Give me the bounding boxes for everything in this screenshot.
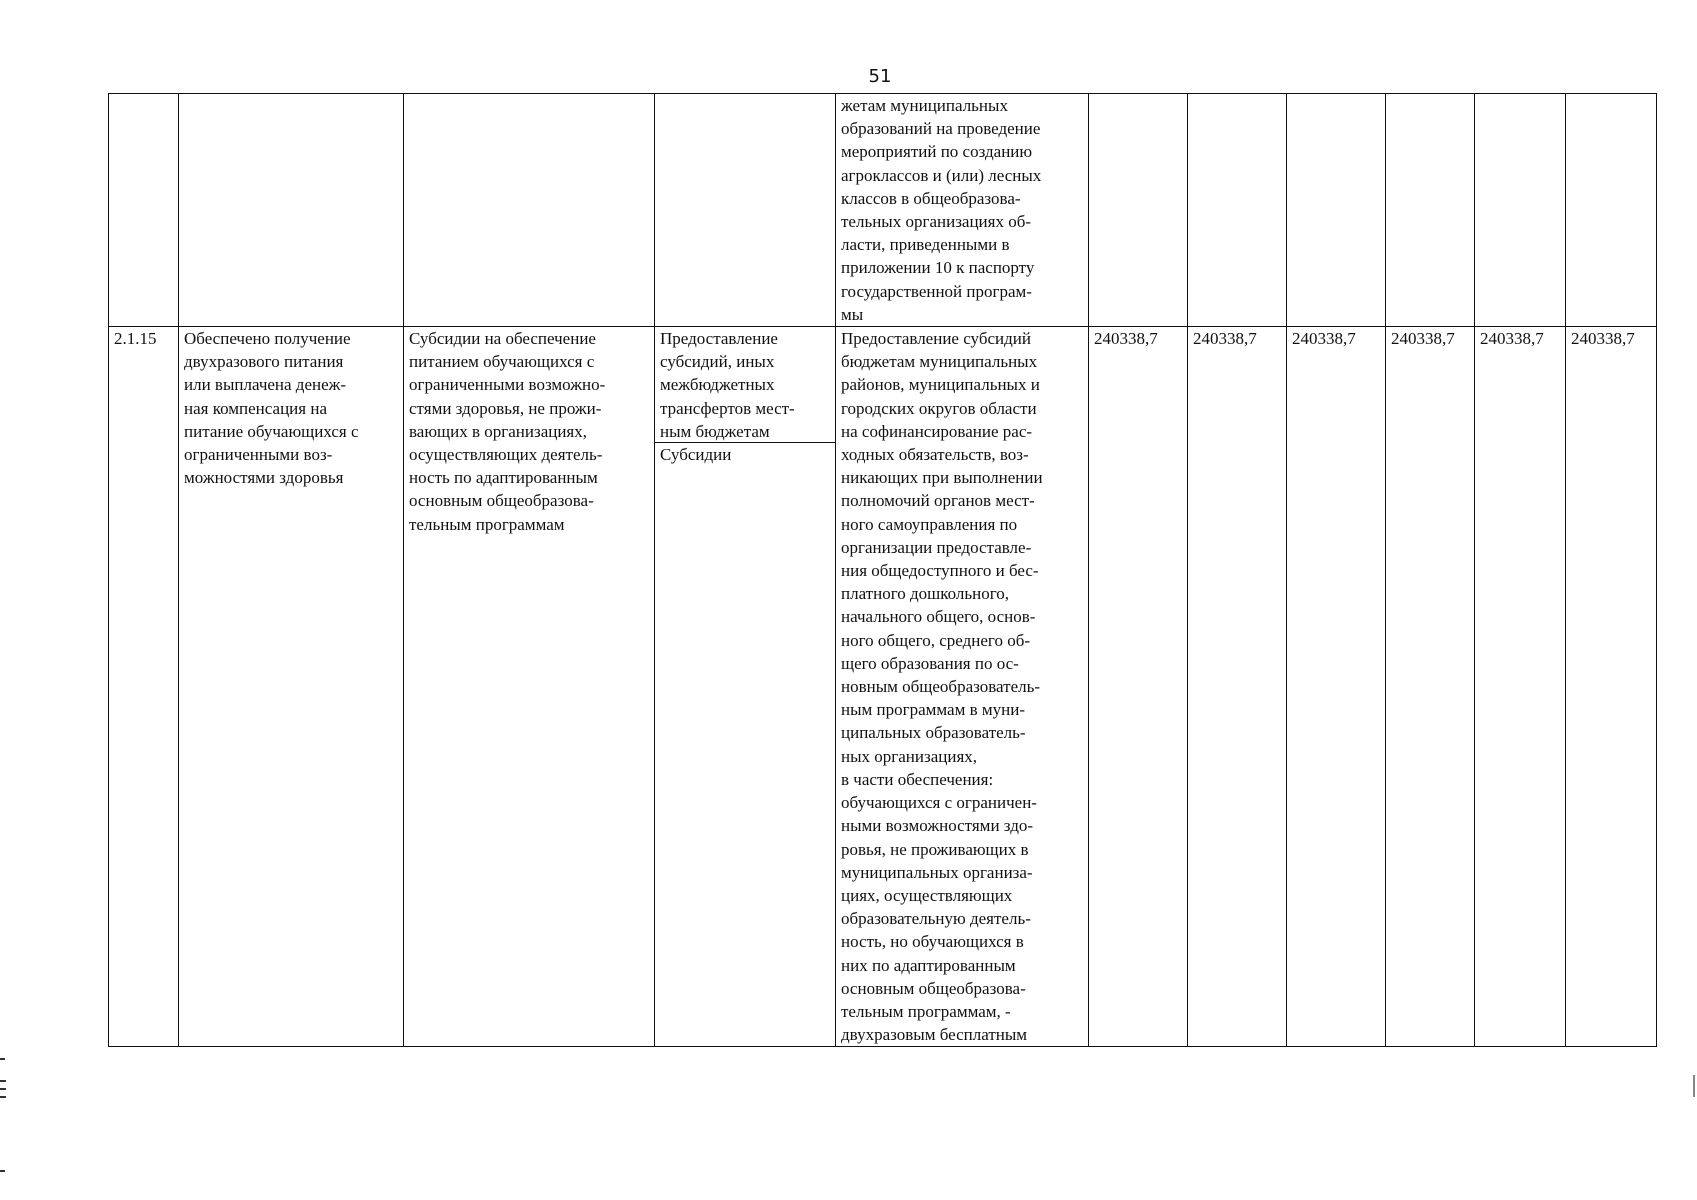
text-line: субсидий, иных	[660, 352, 775, 372]
cell-empty	[1566, 94, 1657, 327]
text-line: двухразового питания	[184, 352, 344, 372]
text-line: Предоставление субсидий	[841, 329, 1031, 349]
mechanism-cell	[655, 327, 836, 1047]
text-line: бюджетам муниципальных	[841, 352, 1038, 372]
value-cell: 240338,7	[1089, 327, 1188, 1047]
text-line: мероприятий по созданию	[841, 142, 1033, 162]
text-line: ность по адаптированным	[409, 468, 598, 488]
text-line: ного общего, среднего об-	[841, 630, 1031, 650]
text-line: жетам муниципальных	[841, 96, 1008, 115]
text-line: начального общего, основ-	[841, 607, 1036, 627]
text-line: ограниченными возможно-	[409, 375, 606, 395]
text-line: тельным программам, -	[841, 1001, 1011, 1021]
scan-artifact	[0, 1080, 6, 1082]
text-line: вающих в организациях,	[409, 421, 588, 441]
text-line: осуществляющих деятель-	[409, 445, 603, 465]
text-line: двухразовым бесплатным	[841, 1025, 1028, 1045]
cell-empty	[404, 94, 655, 327]
measure-description	[836, 327, 1089, 1047]
text-line: обучающихся с ограничен-	[841, 793, 1037, 813]
cell-empty	[109, 94, 179, 327]
text-line: трансфертов мест-	[660, 398, 795, 418]
text-line: приложении 10 к паспорту	[841, 258, 1035, 278]
text-line: питанием обучающихся с	[409, 352, 595, 372]
text-line: ния общедоступного и бес-	[841, 561, 1039, 581]
text-line: платного дошкольного,	[841, 584, 1010, 604]
text-line: организации предоставле-	[841, 537, 1032, 557]
text-line: ограниченными воз-	[184, 445, 333, 465]
cell-empty	[655, 94, 836, 327]
text-line: ласти, приведенными в	[841, 235, 1010, 255]
text-line: основным общеобразова-	[841, 978, 1026, 998]
scan-artifact	[0, 1096, 6, 1098]
text-line: основным общеобразова-	[409, 491, 594, 511]
text-line: них по адаптированным	[841, 955, 1016, 975]
scan-artifact	[0, 1088, 6, 1090]
subsidy-name	[404, 327, 655, 1047]
text-line: агроклассов и (или) лесных	[841, 165, 1042, 185]
text-line: на софинансирование рас-	[841, 421, 1033, 441]
scan-artifact	[0, 1058, 5, 1060]
scan-artifact	[0, 1170, 5, 1172]
mechanism-description	[655, 327, 835, 443]
text-line: образований на проведение	[841, 119, 1041, 139]
text-line: ных организациях,	[841, 746, 978, 766]
text-line: ного самоуправления по	[841, 514, 1018, 534]
value-cell: 240338,7	[1287, 327, 1386, 1047]
text-line: никающих при выполнении	[841, 468, 1043, 488]
measure-description-continued	[836, 94, 1089, 327]
text-line: тельных организациях об-	[841, 212, 1032, 232]
text-line: в части обеспечения:	[841, 769, 994, 789]
text-line: Субсидии на обеспечение	[409, 329, 596, 349]
text-line: муниципальных организа-	[841, 862, 1033, 882]
page-number: 51	[868, 66, 892, 87]
value-cell: 240338,7	[1566, 327, 1657, 1047]
text-line: стями здоровья, не прожи-	[409, 398, 602, 418]
text-line: ципальных образователь-	[841, 723, 1026, 743]
cell-empty	[1089, 94, 1188, 327]
text-line: щего образования по ос-	[841, 653, 1019, 673]
text-line: питание обучающихся с	[184, 421, 359, 441]
cell-empty	[1188, 94, 1287, 327]
cell-empty	[179, 94, 404, 327]
cell-empty	[1386, 94, 1475, 327]
text-line: Предоставление	[660, 329, 778, 349]
text-line: мы	[841, 304, 864, 324]
text-line: городских округов области	[841, 398, 1037, 418]
text-line: Обеспечено получение	[184, 329, 351, 349]
text-line: можностями здоровья	[184, 468, 344, 488]
text-line: новным общеобразователь-	[841, 677, 1041, 697]
expected-result	[179, 327, 404, 1047]
text-line: полномочий органов мест-	[841, 491, 1035, 511]
text-line: классов в общеобразова-	[841, 188, 1021, 208]
value-cell: 240338,7	[1475, 327, 1566, 1047]
row-number: 2.1.15	[109, 327, 179, 1047]
text-line: ходных обязательств, воз-	[841, 445, 1029, 465]
text-line: ровья, не проживающих в	[841, 839, 1029, 859]
mechanism-type: Субсидии	[660, 445, 732, 465]
text-line: ными возможностями здо-	[841, 816, 1034, 836]
text-line: ным бюджетам	[660, 421, 770, 441]
text-line: районов, муниципальных и	[841, 375, 1040, 395]
text-line: или выплачена денеж-	[184, 375, 347, 395]
scan-artifact	[1693, 1075, 1695, 1097]
text-line: ным программам в муни-	[841, 700, 1025, 720]
text-line: межбюджетных	[660, 375, 775, 395]
text-line: образовательную деятель-	[841, 909, 1031, 929]
value-cell: 240338,7	[1386, 327, 1475, 1047]
program-measures-table	[108, 93, 1657, 1047]
table-row-continued	[109, 94, 1657, 327]
text-line: ность, но обучающихся в	[841, 932, 1024, 952]
cell-empty	[1287, 94, 1386, 327]
cell-empty	[1475, 94, 1566, 327]
text-line: ная компенсация на	[184, 398, 327, 418]
text-line: государственной програм-	[841, 281, 1032, 301]
text-line: циях, осуществляющих	[841, 885, 1013, 905]
table-row-2-1-15	[109, 327, 1657, 1047]
text-line: тельным программам	[409, 514, 565, 534]
value-cell: 240338,7	[1188, 327, 1287, 1047]
